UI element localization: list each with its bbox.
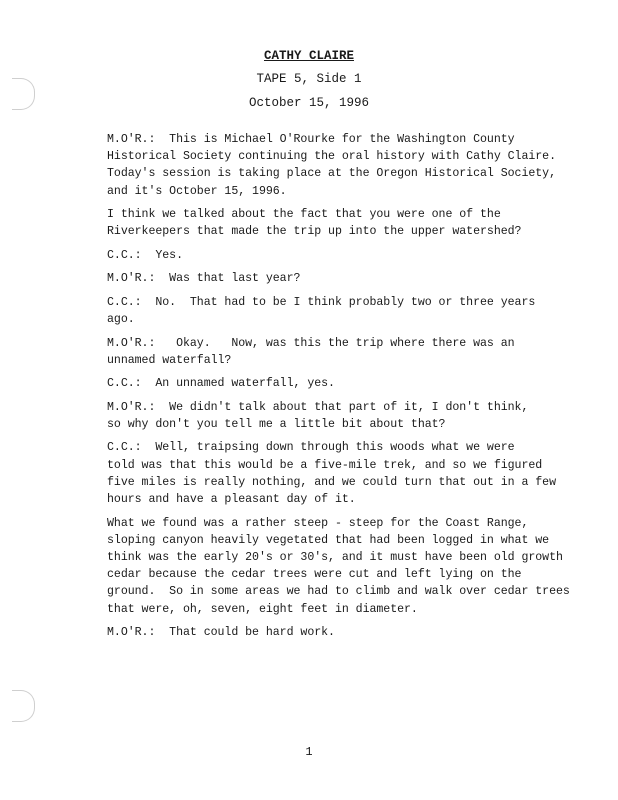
transcript-line: ground. So in some areas we had to climb and walk over cedar trees — [107, 585, 570, 599]
transcript-line: think was the early 20's or 30's, and it must have been old growth — [107, 550, 563, 564]
transcript-line: so why don't you tell me a little bit about that? — [107, 417, 446, 431]
transcript-line: M.O'R.: Was that last year? — [107, 272, 301, 286]
transcript-line: What we found was a rather steep - steep for the Coast Range, — [107, 516, 529, 530]
transcript-line: M.O'R.: We didn't talk about that part of it, I don't think, — [107, 400, 529, 414]
page-number: 1 — [305, 745, 313, 759]
transcript-paragraph — [72, 399, 552, 433]
transcript-line: unnamed waterfall? — [107, 353, 232, 367]
transcript-paragraph — [72, 270, 552, 287]
transcript-line: sloping canyon heavily vegetated that had been logged in what we — [107, 533, 550, 547]
transcript-line: and it's October 15, 1996. — [107, 184, 287, 198]
transcript-line: Riverkeepers that made the trip up into the upper watershed? — [107, 225, 522, 239]
transcript-line: that were, oh, seven, eight feet in diameter. — [107, 602, 418, 616]
transcript-line: five miles is really nothing, and we could turn that out in a few — [107, 475, 556, 489]
binder-hole-mark — [12, 690, 35, 722]
transcript-line: told was that this would be a five-mile trek, and so we figured — [107, 458, 543, 472]
transcript-paragraph — [72, 294, 552, 328]
transcript-line: hours and have a pleasant day of it. — [107, 493, 356, 507]
session-date: October 15, 1996 — [248, 96, 370, 110]
transcript-line: I think we talked about the fact that you were one of the — [107, 208, 501, 222]
transcript-paragraph — [72, 375, 552, 392]
transcript-paragraph — [72, 131, 556, 200]
transcript-paragraph — [72, 624, 552, 641]
transcript-paragraph — [72, 206, 552, 240]
transcript-line: M.O'R.: Okay. Now, was this the trip where there was an — [107, 336, 515, 350]
transcript-paragraph — [72, 335, 552, 369]
transcript-line: M.O'R.: This is Michael O'Rourke for the Washington County — [107, 133, 515, 146]
transcript-line: C.C.: No. That had to be I think probably two or three years — [107, 295, 536, 309]
document-title: CATHY CLAIRE — [263, 49, 354, 63]
transcript-line: C.C.: Well, traipsing down through this woods what we were — [107, 441, 515, 455]
transcript-line: C.C.: Yes. — [107, 248, 183, 262]
transcript-body — [72, 131, 570, 648]
transcript-paragraph — [72, 247, 552, 264]
transcript-line: C.C.: An unnamed waterfall, yes. — [107, 377, 335, 391]
transcript-paragraph — [72, 439, 556, 508]
transcript-line: Today's session is taking place at the Oregon Historical Society, — [107, 167, 556, 181]
transcript-paragraph — [72, 515, 570, 618]
transcript-line: cedar because the cedar trees were cut and left lying on the — [107, 568, 522, 582]
tape-label: TAPE 5, Side 1 — [256, 72, 362, 86]
transcript-line: M.O'R.: That could be hard work. — [107, 626, 335, 640]
transcript-line: Historical Society continuing the oral history with Cathy Claire. — [107, 150, 556, 164]
transcript-line: ago. — [107, 313, 135, 327]
